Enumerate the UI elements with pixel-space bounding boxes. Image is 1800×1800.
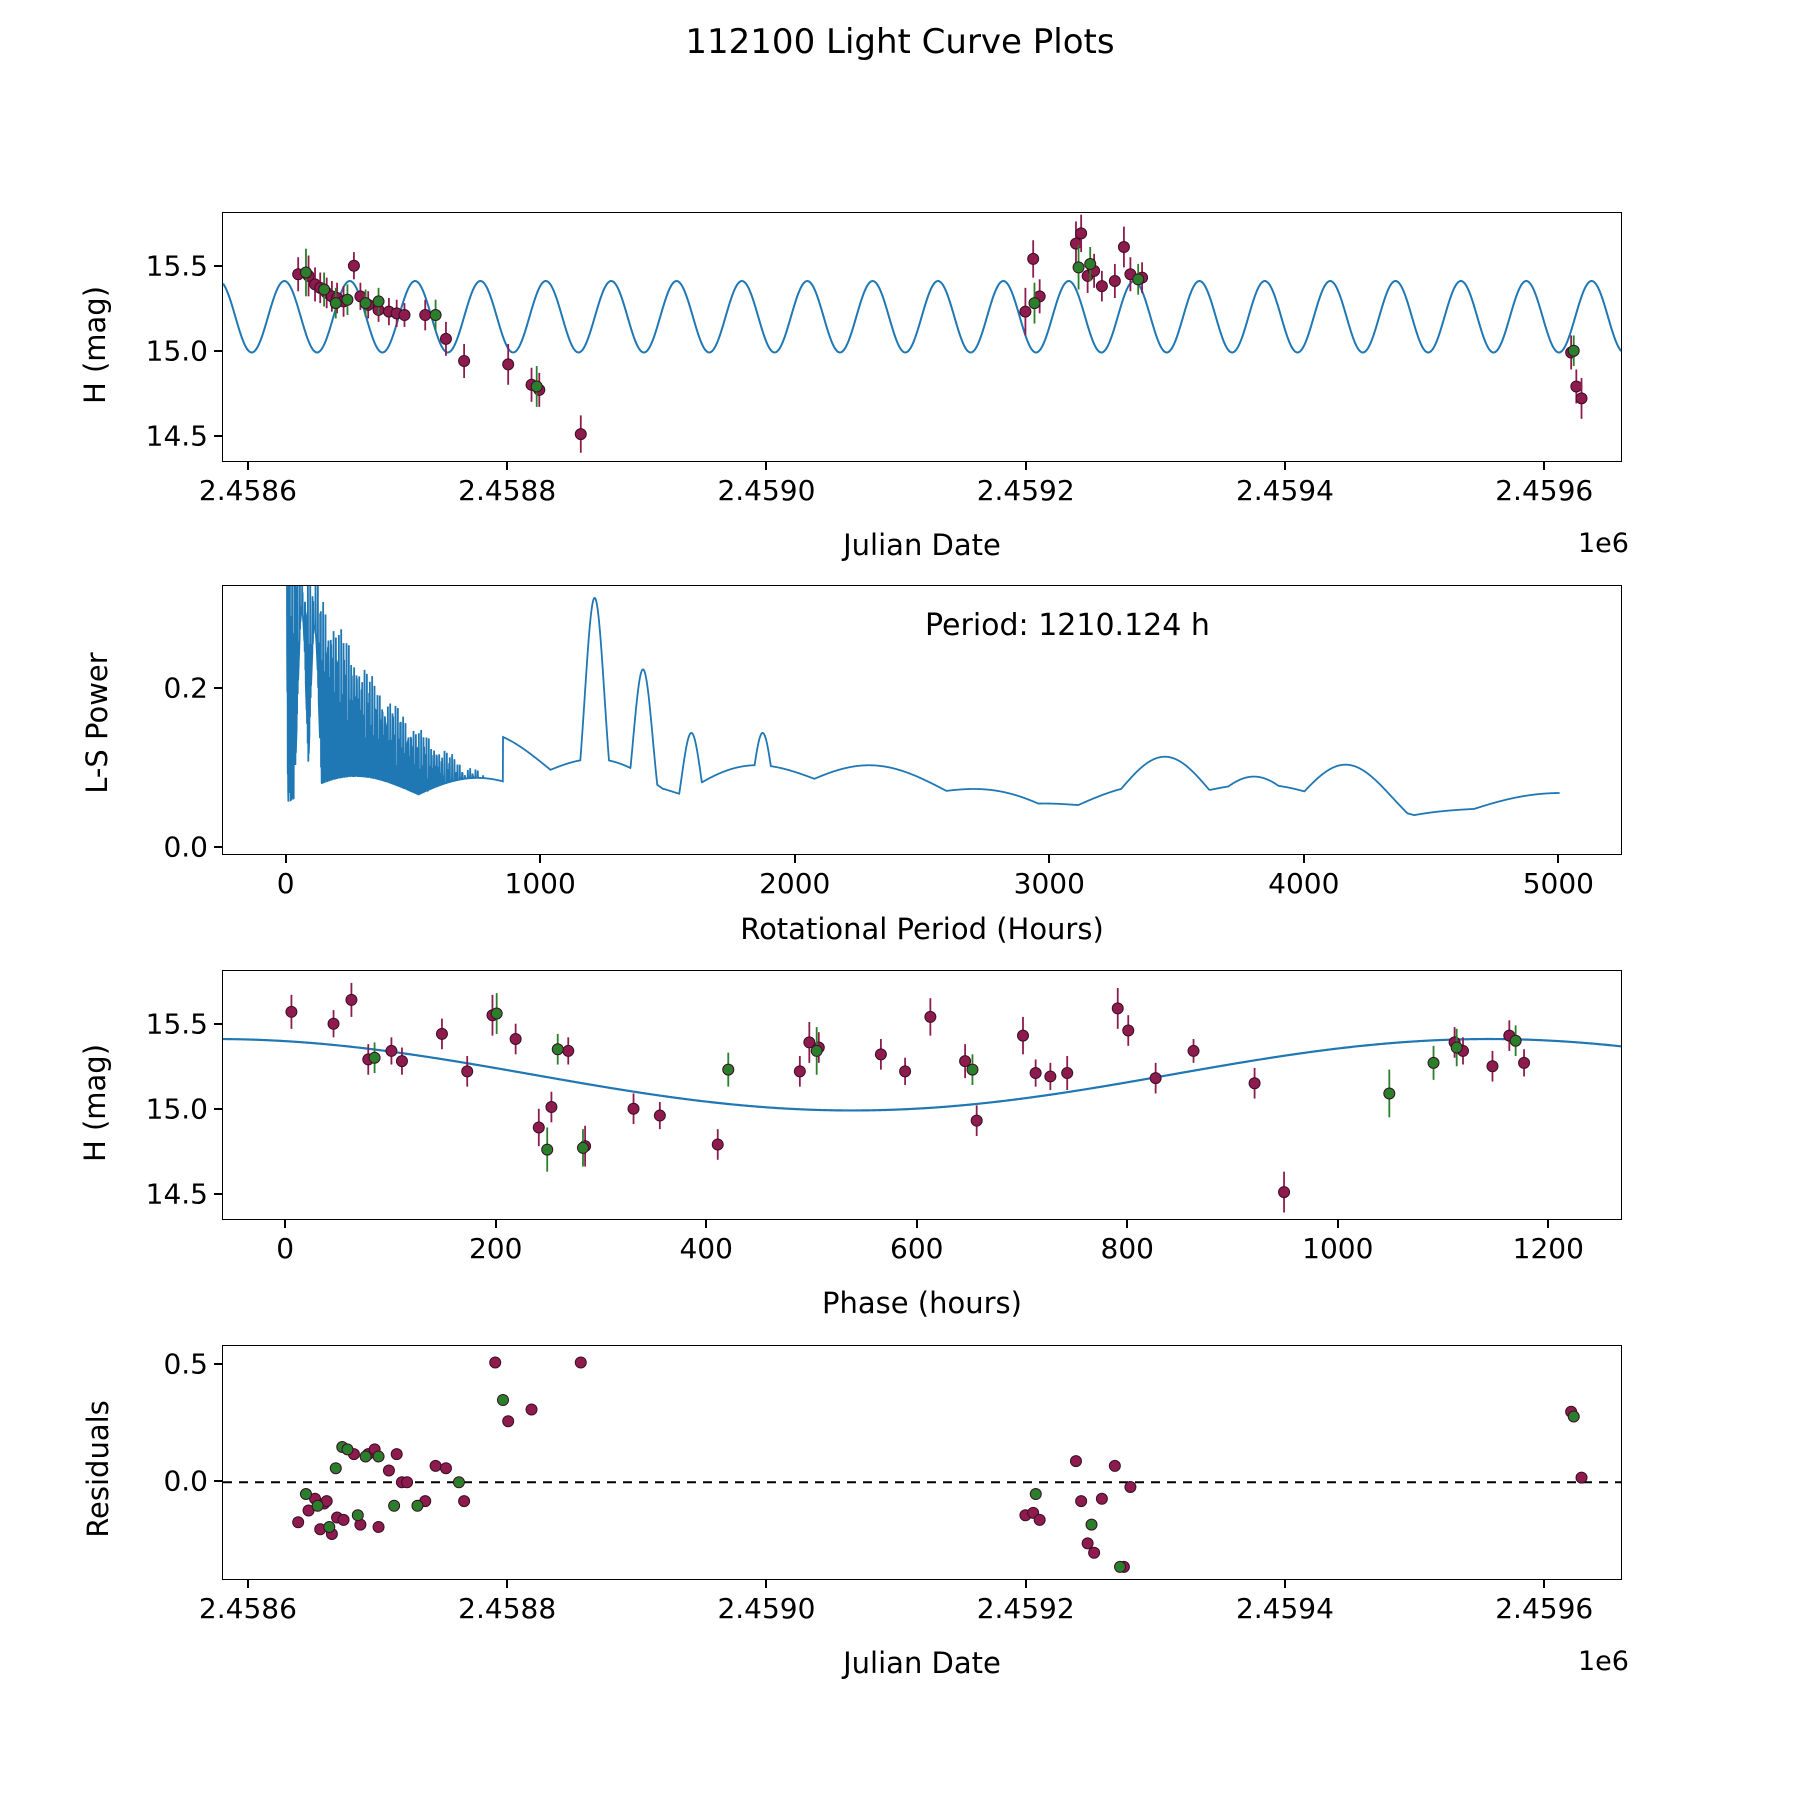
residuals-plot-area [223,1346,1622,1580]
tick-mark [1337,1220,1339,1228]
tick-label: 2.4594 [1235,474,1334,507]
tick-label: 2.4592 [976,1592,1075,1625]
periodogram-axes [222,585,1622,855]
tick-label: 600 [890,1232,944,1265]
tick-label: 0.2 [163,671,208,705]
panel-periodogram [222,585,1622,855]
tick-mark [1303,855,1305,863]
tick-mark [1048,855,1050,863]
lightcurve-ylabel: H (mag) [78,285,112,405]
periodogram-xlabel: Rotational Period (Hours) [740,912,1104,946]
tick-mark [1284,1580,1286,1588]
panel-lightcurve [222,212,1622,462]
tick-mark [495,1220,497,1228]
periodogram-plot-area [223,586,1622,855]
tick-mark [214,350,222,352]
tick-mark [1126,1220,1128,1228]
tick-mark [214,1480,222,1482]
tick-label: 2.4594 [1235,1592,1334,1625]
residuals-x-offset: 1e6 [1578,1646,1629,1677]
tick-label: 15.0 [145,1092,208,1126]
tick-label: 15.0 [145,334,208,368]
tick-mark [214,1108,222,1110]
tick-label: 800 [1100,1232,1154,1265]
tick-label: 1200 [1512,1232,1584,1265]
tick-mark [539,855,541,863]
tick-mark [247,1580,249,1588]
phased-ylabel: H (mag) [78,1043,112,1163]
lightcurve-plot-area [223,213,1622,462]
residuals-xlabel: Julian Date [843,1646,1001,1680]
tick-label: 15.5 [145,1007,208,1041]
tick-mark [214,687,222,689]
lightcurve-xlabel: Julian Date [843,528,1001,562]
panel-residuals [222,1345,1622,1580]
tick-label: 2.4590 [717,1592,816,1625]
tick-label: 14.5 [145,419,208,453]
tick-mark [214,1023,222,1025]
tick-mark [285,855,287,863]
tick-label: 2.4596 [1495,1592,1594,1625]
tick-mark [1543,1580,1545,1588]
lightcurve-axes [222,212,1622,462]
tick-label: 0.5 [163,1347,208,1381]
lightcurve-x-offset: 1e6 [1578,528,1629,559]
tick-label: 2.4590 [717,474,816,507]
residuals-axes [222,1345,1622,1580]
tick-mark [1025,1580,1027,1588]
tick-label: 3000 [1013,867,1085,900]
tick-mark [247,462,249,470]
tick-mark [214,1363,222,1365]
tick-mark [1547,1220,1549,1228]
tick-label: 2.4586 [198,474,297,507]
tick-mark [1284,462,1286,470]
tick-mark [705,1220,707,1228]
tick-mark [506,1580,508,1588]
tick-label: 1000 [504,867,576,900]
tick-mark [214,1193,222,1195]
phased-plot-area [223,971,1622,1220]
tick-label: 15.5 [145,249,208,283]
tick-mark [1543,462,1545,470]
tick-mark [214,846,222,848]
tick-mark [1557,855,1559,863]
tick-mark [794,855,796,863]
periodogram-ylabel: L-S Power [80,652,114,794]
phased-xlabel: Phase (hours) [822,1286,1022,1320]
panel-phased [222,970,1622,1220]
tick-label: 2.4596 [1495,474,1594,507]
tick-label: 2.4588 [458,1592,557,1625]
figure-title: 112100 Light Curve Plots [685,22,1115,62]
tick-mark [214,265,222,267]
tick-label: 200 [468,1232,523,1265]
tick-mark [1025,462,1027,470]
period-annotation: Period: 1210.124 h [925,608,1210,643]
tick-mark [284,1220,286,1228]
tick-label: 1000 [1302,1232,1374,1265]
tick-mark [916,1220,918,1228]
residuals-ylabel: Residuals [81,1400,115,1538]
tick-label: 2.4592 [976,474,1075,507]
tick-mark [214,435,222,437]
tick-label: 400 [679,1232,733,1265]
tick-label: 14.5 [145,1177,208,1211]
tick-mark [765,1580,767,1588]
tick-mark [765,462,767,470]
tick-label: 0 [276,867,295,900]
tick-label: 0 [276,1232,295,1265]
tick-label: 2.4588 [458,474,557,507]
tick-label: 5000 [1522,867,1594,900]
tick-label: 0.0 [163,830,208,864]
tick-label: 2000 [759,867,831,900]
tick-label: 4000 [1268,867,1340,900]
tick-label: 2.4586 [198,1592,297,1625]
tick-label: 0.0 [163,1464,208,1498]
tick-mark [506,462,508,470]
phased-axes [222,970,1622,1220]
